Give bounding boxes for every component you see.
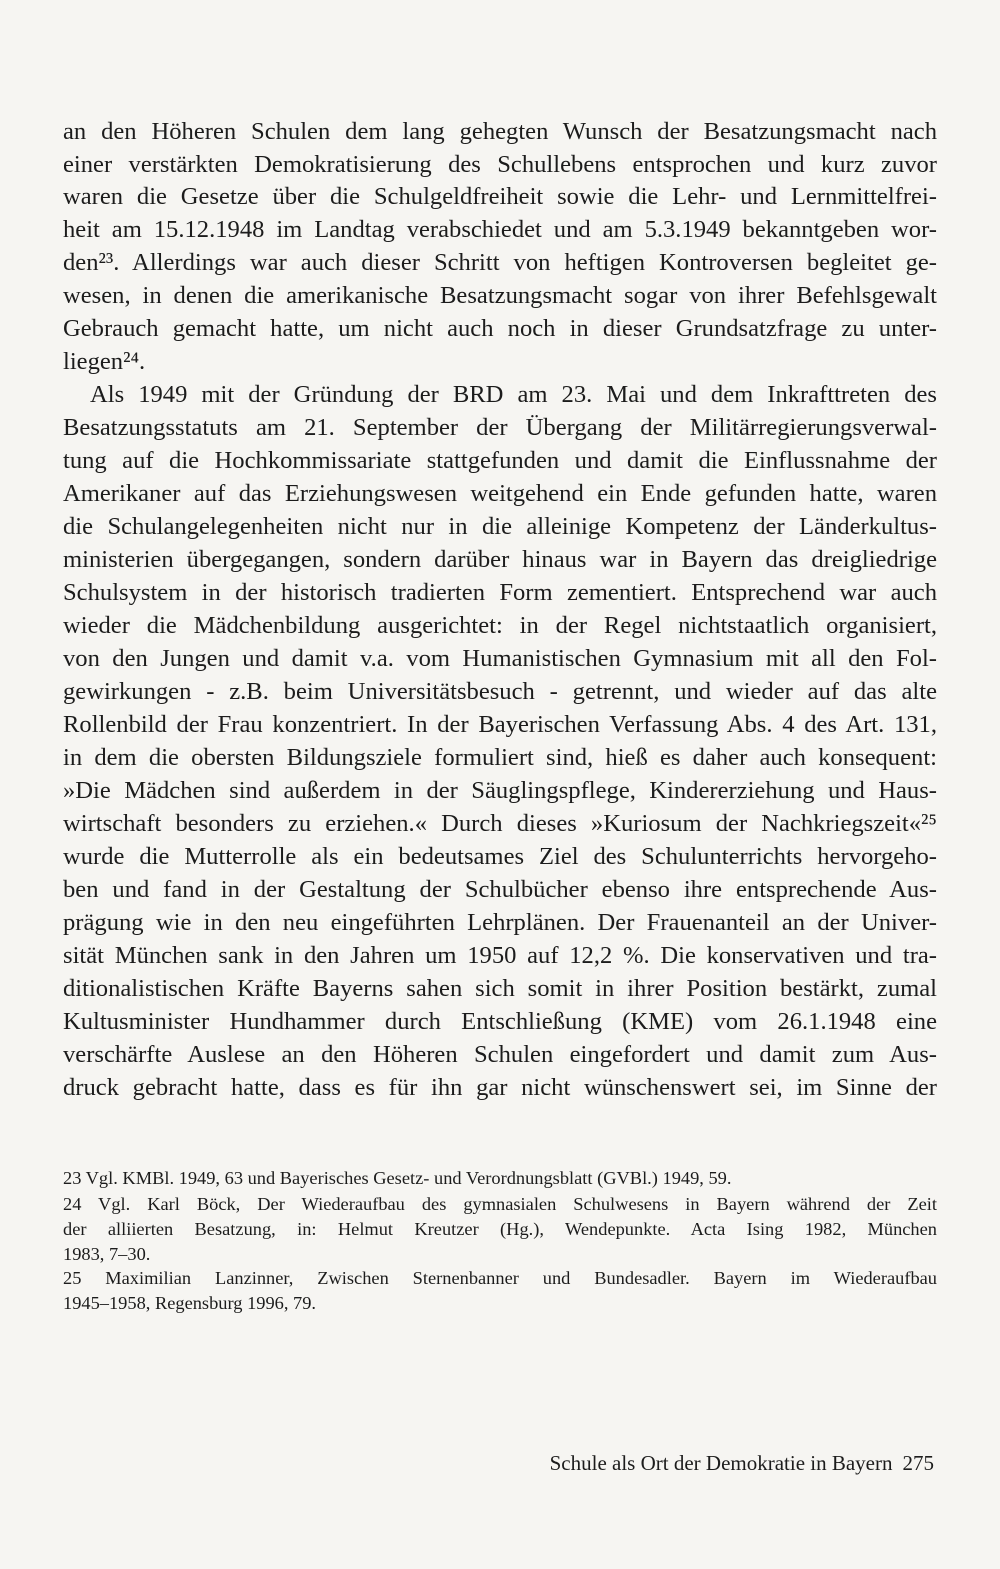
- body-line: wirtschaft besonders zu erziehen.« Durch dieses »Kuriosum der Nachkriegszeit«²⁵: [63, 810, 937, 837]
- body-line: druck gebracht hatte, dass es für ihn gar nicht wünschenswert sei, im Sinne der: [63, 1074, 937, 1101]
- body-line: prägung wie in den neu eingeführten Lehrplänen. Der Frauenanteil an der Univer-: [63, 909, 937, 936]
- body-line: gewirkungen - z.B. beim Universitätsbesuch - getrennt, und wieder auf das alte: [63, 678, 937, 705]
- body-line: den²³. Allerdings war auch dieser Schritt von heftigen Kontroversen begleitet ge-: [63, 249, 937, 276]
- running-footer: [550, 1449, 934, 1477]
- body-line: waren die Gesetze über die Schulgeldfreiheit sowie die Lehr- und Lernmittelfrei-: [63, 183, 937, 210]
- body-line: heit am 15.12.1948 im Landtag verabschiedet und am 5.3.1949 bekanntgeben wor-: [63, 216, 937, 243]
- body-line: Besatzungsstatuts am 21. September der Übergang der Militärregierungsverwal-: [63, 414, 937, 441]
- body-line: Rollenbild der Frau konzentriert. In der Bayerischen Verfassung Abs. 4 des Art. 131,: [63, 711, 937, 738]
- body-line: sität München sank in den Jahren um 1950 auf 12,2 %. Die konservativen und tra-: [63, 942, 937, 969]
- body-line: wesen, in denen die amerikanische Besatzungsmacht sogar von ihrer Befehlsgewalt: [63, 282, 937, 309]
- body-line: Schulsystem in der historisch tradierten Form zementiert. Entsprechend war auch: [63, 579, 937, 606]
- body-line: die Schulangelegenheiten nicht nur in die alleinige Kompetenz der Länderkultus-: [63, 513, 937, 540]
- page-number: 275: [902, 1451, 934, 1475]
- footnote-line: 25 Maximilian Lanzinner, Zwischen Sternenbanner und Bundesadler. Bayern im Wiederaufbau: [63, 1268, 937, 1288]
- running-title: Schule als Ort der Demokratie in Bayern: [549, 1451, 893, 1475]
- footnote-line: 24 Vgl. Karl Böck, Der Wiederaufbau des gymnasialen Schulwesens in Bayern während der Zeit: [63, 1194, 937, 1214]
- body-line: in dem die obersten Bildungsziele formuliert sind, hieß es daher auch konsequent:: [63, 744, 937, 771]
- body-line: »Die Mädchen sind außerdem in der Säuglingspflege, Kindererziehung und Haus-: [63, 777, 937, 804]
- footnote-line: 1983, 7–30.: [63, 1244, 151, 1264]
- body-line: ben und fand in der Gestaltung der Schulbücher ebenso ihre entsprechende Aus-: [63, 876, 937, 903]
- body-line: ministerien übergegangen, sondern darüber hinaus war in Bayern das dreigliedrige: [63, 546, 937, 573]
- body-line: ditionalistischen Kräfte Bayerns sahen sich somit in ihrer Position bestärkt, zumal: [63, 975, 937, 1002]
- body-line: an den Höheren Schulen dem lang gehegten Wunsch der Besatzungsmacht nach: [63, 118, 937, 145]
- body-line: tung auf die Hochkommissariate stattgefunden und damit die Einflussnahme der: [63, 447, 937, 474]
- footnote-line: 23 Vgl. KMBl. 1949, 63 und Bayerisches Gesetz- und Verordnungsblatt (GVBl.) 1949, 59.: [63, 1168, 732, 1188]
- body-line: liegen²⁴.: [63, 348, 146, 375]
- body-line: Als 1949 mit der Gründung der BRD am 23. Mai und dem Inkrafttreten des: [90, 381, 937, 408]
- body-line: von den Jungen und damit v.a. vom Humanistischen Gymnasium mit all den Fol-: [63, 645, 937, 672]
- body-line: wurde die Mutterrolle als ein bedeutsames Ziel des Schulunterrichts hervorgeho-: [63, 843, 937, 870]
- body-line: Amerikaner auf das Erziehungswesen weitgehend ein Ende gefunden hatte, waren: [63, 480, 937, 507]
- body-line: wieder die Mädchenbildung ausgerichtet: in der Regel nichtstaatlich organisiert,: [63, 612, 937, 639]
- body-line: verschärfte Auslese an den Höheren Schulen eingefordert und damit zum Aus-: [63, 1041, 937, 1068]
- footnote-line: der alliierten Besatzung, in: Helmut Kreutzer (Hg.), Wendepunkte. Acta Ising 1982, München: [63, 1219, 937, 1239]
- body-line: einer verstärkten Demokratisierung des Schullebens entsprochen und kurz zuvor: [63, 151, 937, 178]
- footnote-line: 1945–1958, Regensburg 1996, 79.: [63, 1293, 317, 1313]
- body-line: Gebrauch gemacht hatte, um nicht auch noch in dieser Grundsatzfrage zu unter-: [63, 315, 937, 342]
- body-line: Kultusminister Hundhammer durch Entschließung (KME) vom 26.1.1948 eine: [63, 1008, 937, 1035]
